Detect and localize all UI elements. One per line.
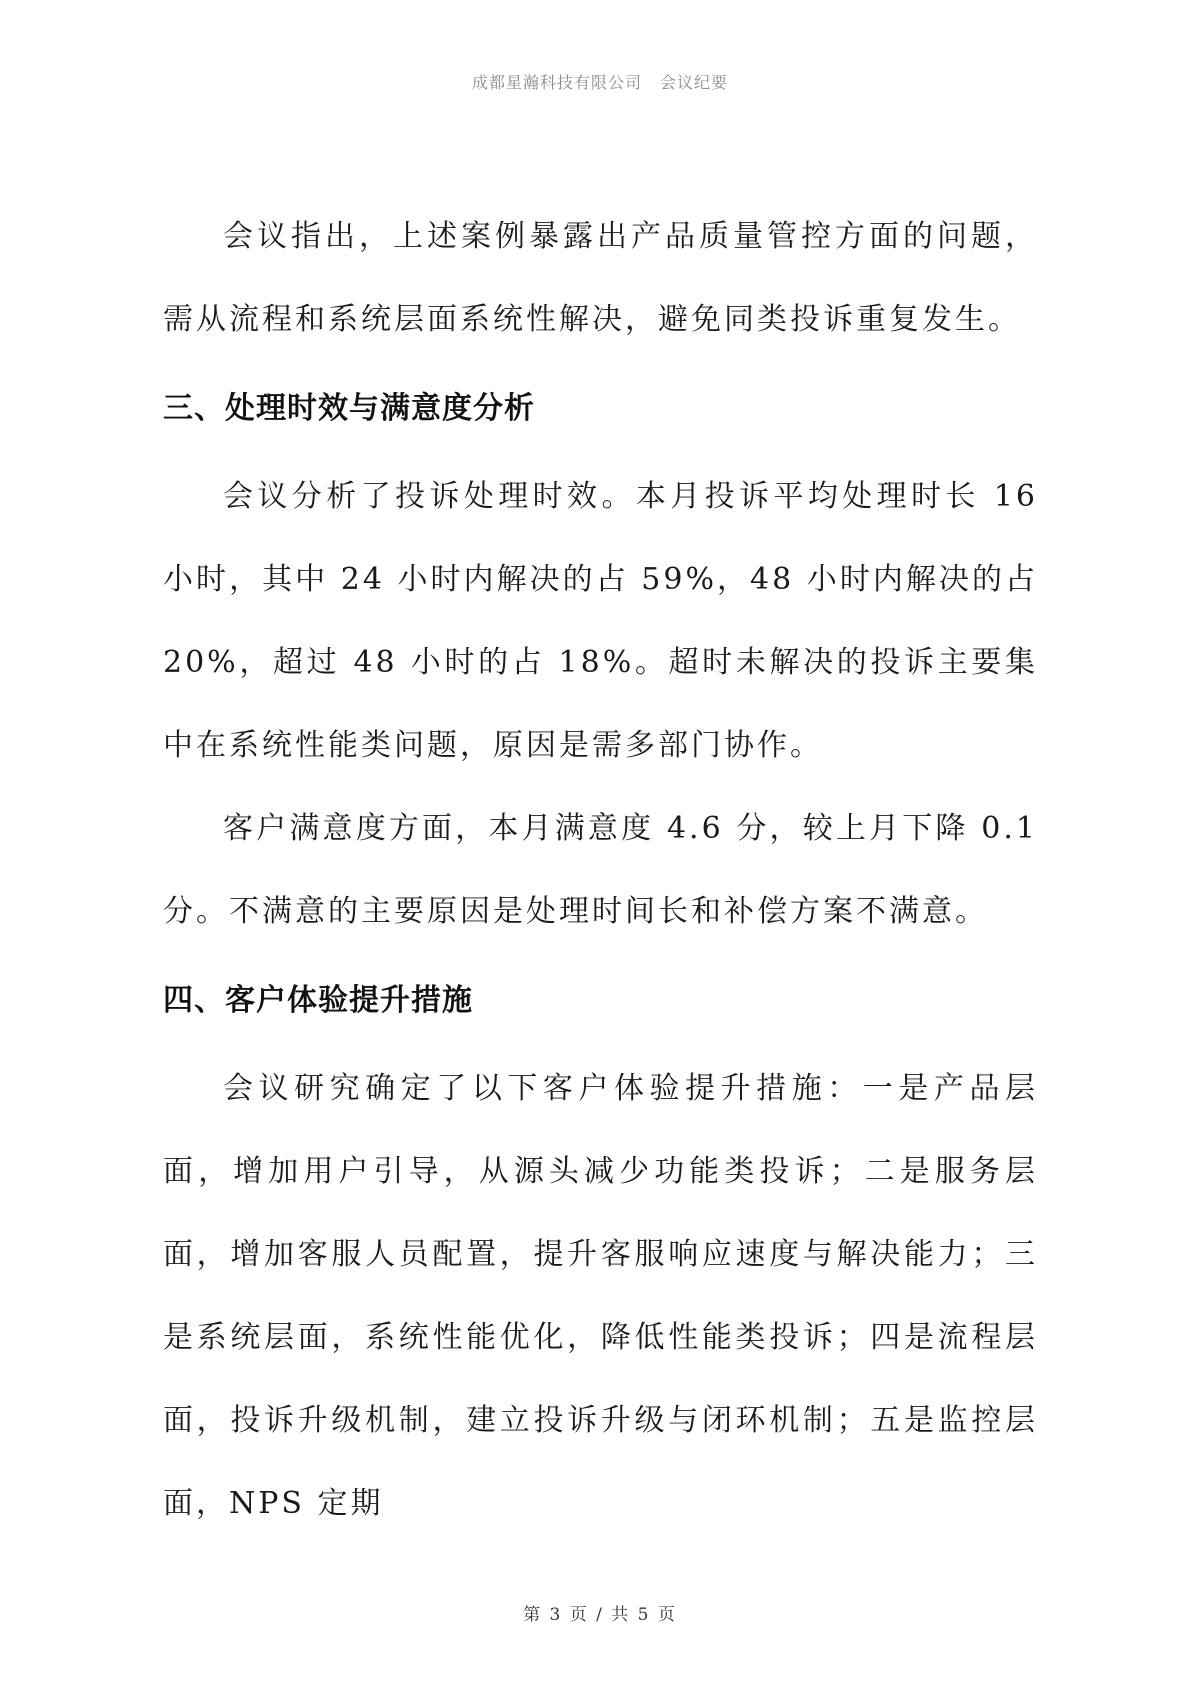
page-footer bbox=[0, 1600, 1200, 1625]
section-heading-3: 三、处理时效与满意度分析 bbox=[163, 391, 535, 426]
paragraph-conclusion: 会议指出，上述案例暴露出产品质量管控方面的问题，需从流程和系统层面系统性解决，避免同类投诉重复发生。 bbox=[163, 219, 1038, 337]
section-heading-4: 四、客户体验提升措施 bbox=[163, 983, 473, 1018]
header-doc-type: 会议纪要 bbox=[660, 73, 729, 92]
paragraph-satisfaction: 客户满意度方面，本月满意度 4.6 分，较上月下降 0.1 分。不满意的主要原因是处理时间长和补偿方案不满意。 bbox=[163, 811, 1038, 929]
document-body bbox=[163, 195, 1038, 1545]
paragraph-measures: 会议研究确定了以下客户体验提升措施：一是产品层面，增加用户引导，从源头减少功能类投诉；二是服务层面，增加客服人员配置，提升客服响应速度与解决能力；三是系统层面，系统性能优化，降低性能类投诉；四是流程层面，投诉升级机制，建立投诉升级与闭环机制；五是监控层面，NPS 定期 bbox=[163, 1071, 1038, 1521]
paragraph-timeliness: 会议分析了投诉处理时效。本月投诉平均处理时长 16 小时，其中 24 小时内解决的占 59%，48 小时内解决的占 20%，超过 48 小时的占 18%。超时未解决的投诉主要集中在系统性能类问题，原因是需多部门协作。 bbox=[163, 479, 1038, 763]
page-header bbox=[0, 70, 1200, 93]
header-company: 成都星瀚科技有限公司 bbox=[471, 73, 642, 92]
page-number: 第 3 页 / 共 5 页 bbox=[523, 1605, 677, 1625]
